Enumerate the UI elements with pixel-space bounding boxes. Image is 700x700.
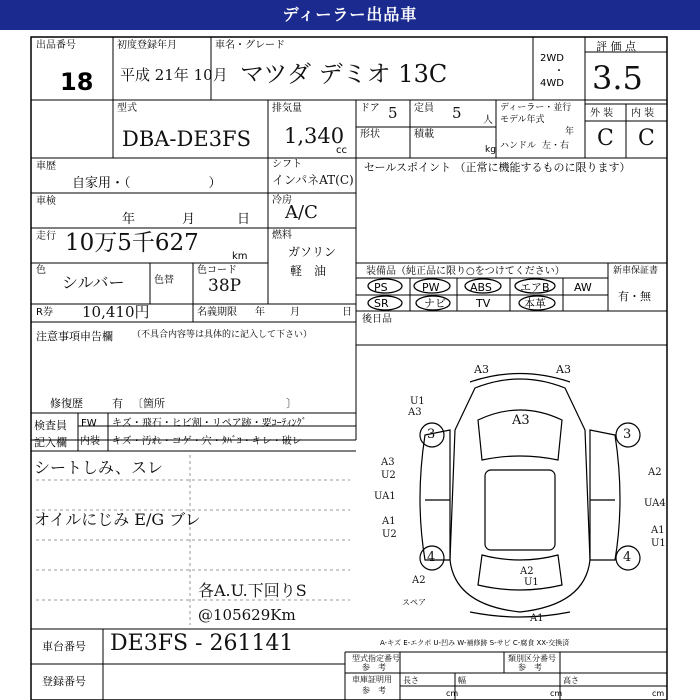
equip-ps[interactable]: PS [374,281,388,294]
first-reg-value: 平成 21年 10月 [120,66,228,84]
dim-length-unit: cm [446,689,459,698]
equip-abs[interactable]: ABS [470,281,492,294]
dim-width-label: 幅 [458,676,466,685]
class-no-label: 類別区分番号 [508,654,556,663]
load-label: 積載 [414,129,434,140]
inspection-month: 月 [182,212,196,227]
damage-legend: A-キズ E-エクボ U-凹み W-補修跡 S-サビ C-腐食 XX-交換済 [380,639,570,647]
name-expiry-year: 年 [255,307,265,318]
exterior-label: 外 装 [590,108,614,119]
notes-hint: （不具合内容等は具体的に記入して下さい） [132,330,313,340]
handle-value: 左・右 [542,141,570,151]
vehicle-cert-label: 車庫証明用 [352,675,392,684]
displacement-unit: cc [336,145,347,156]
registration-label: 登録番号 [42,675,86,688]
mileage-value: 10万5千627 [65,230,199,256]
lot-number-label: 出品番号 [36,40,76,51]
note-line-2: オイルにじみ E/G ブレ [34,510,201,529]
type-cert-sub: 参 考 [362,663,386,672]
drive-dot: ・ [554,66,564,77]
note-line-4: @105629Km [198,606,296,624]
mileage-unit: km [232,251,248,262]
equip-sr[interactable]: SR [374,297,389,310]
fw-label: FW [81,418,97,429]
interior-grade: C [638,126,655,151]
mark-a3-1: A3 [474,363,489,376]
mark-a1-3: A1 [530,613,544,624]
recycle-value: 10,410円 [82,303,150,321]
repair-value: 有 [112,397,123,410]
mark-a3-5: A3 [381,457,395,468]
inspection-day: 日 [237,212,251,227]
mark-a3-2: A3 [556,363,571,376]
displacement-value: 1,340 [284,124,345,148]
color-change-label: 色替 [154,275,174,286]
note-line-1: シートしみ、スレ [34,458,163,477]
dim-height-label: 高さ [563,676,579,685]
history-value: 自家用・（ ） [72,176,222,191]
chassis-value: DE3FS - 261141 [110,631,294,656]
color-label: 色 [36,265,46,276]
drive-2wd: 2WD [540,53,564,64]
mileage-label: 走行 [36,231,56,242]
history-label: 車歴 [36,161,56,172]
mark-a2-2: A2 [520,566,534,577]
capacity-unit: 人 [483,115,493,126]
inspector-label: 検査員 [34,419,67,432]
mark-u2-1: U2 [381,470,396,481]
load-unit: kg [485,145,496,155]
repair-place: 〔箇所 〕 [132,397,297,410]
wheel-rear-left: 4 [427,550,436,565]
name-expiry-month: 月 [290,307,300,318]
chassis-label: 車台番号 [42,640,86,653]
vehicle-cert-sub: 参 考 [362,686,386,695]
car-name-label: 車名・グレード [215,40,285,51]
warranty-label: 新車保証書 [613,266,659,276]
notes-label: 注意事項申告欄 [36,330,113,343]
wheel-rear-right: 4 [623,550,632,565]
ac-label: 冷房 [272,195,292,206]
doors-label: ドア [360,103,380,114]
mark-ua4: UA4 [644,498,666,509]
grade-value: 3.5 [592,59,643,97]
repair-label: 修復歴 [50,397,83,410]
shape-label: 形状 [360,129,380,140]
class-no-sub: 参 考 [518,663,542,672]
model-type-label: 型式 [117,103,137,114]
later-items-label: 後日品 [362,314,392,325]
equip-aw[interactable]: AW [574,281,592,294]
lot-number-value: 18 [60,68,94,96]
fw-items: キズ・飛石・ヒビ割・リペア跡・要ｺｰﾃｨﾝｸﾞ [112,418,307,429]
grade-label: 評 価 点 [596,40,636,53]
dealer-banner: ディーラー出品車 [0,0,700,30]
dealer-label: ディーラー・並行 [500,103,572,113]
mark-ua1: UA1 [374,491,396,502]
mark-a1-1: A1 [382,516,396,527]
mark-u2-2: U2 [382,529,397,540]
spare-label: スペア [402,598,426,607]
interior-check-label: 内装 [80,436,100,447]
inspection-label: 車検 [36,196,56,207]
fuel-oil: 軽 油 [290,264,327,278]
interior-label: 内 装 [631,108,655,119]
mark-a2-3: A2 [412,575,426,586]
wheel-front-left: 3 [427,427,436,442]
mark-u1-1: U1 [410,396,425,407]
note-line-3: 各A.U.下回りS [198,581,307,600]
name-expiry-day: 日 [342,307,352,318]
doors-value: 5 [388,104,398,122]
equip-tv[interactable]: TV [476,297,491,310]
drive-4wd: 4WD [540,78,564,89]
capacity-value: 5 [452,104,462,122]
wheel-front-right: 3 [623,427,632,442]
recycle-label: R券 [36,307,53,318]
dim-length-label: 長さ [403,676,419,685]
equipment-circles [356,278,608,311]
shift-label: シフト [272,159,302,170]
first-reg-label: 初度登録年月 [117,40,177,51]
equip-pw[interactable]: PW [422,281,440,294]
color-value: シルバー [62,273,125,292]
exterior-grade: C [597,126,614,151]
shift-value: インパネAT(C) [272,173,354,187]
interior-check-items: キズ・汚れ・コゲ・穴・ﾀﾊﾞｺ・キレ・破レ [112,436,302,447]
model-year-label: モデル年式 [500,115,545,125]
displacement-label: 排気量 [272,103,302,114]
equip-airbag[interactable]: エアB [520,281,550,294]
mark-u1-2: U1 [651,538,666,549]
equip-leather[interactable]: 本革 [524,297,546,310]
dim-height-unit: cm [652,689,665,698]
mark-a3-4: A3 [512,413,530,428]
type-cert-label: 型式指定番号 [352,654,400,663]
inspection-year: 年 [122,212,136,227]
sales-point-label: セールスポイント （正常に機能するものに限ります） [364,161,631,174]
mark-a1-2: A1 [651,525,665,536]
fuel-label: 燃料 [272,230,292,241]
handle-label: ハンドル [500,141,537,151]
entry-label: 記入欄 [34,436,67,449]
warranty-value: 有・無 [618,290,651,303]
equip-navi[interactable]: ナビ [424,297,446,310]
name-expiry-label: 名義期限 [197,307,237,318]
dim-width-unit: cm [550,689,563,698]
ac-value: A/C [285,202,318,223]
equipment-label: 装備品（純正品に限り○をつけてください） [366,266,565,277]
color-code-label: 色コード [197,265,237,276]
color-code-value: 38P [208,276,242,296]
mark-a3-3: A3 [408,407,422,418]
model-type-value: DBA-DE3FS [122,127,252,151]
fuel-gas: ガソリン [288,245,337,259]
model-year-unit: 年 [565,127,575,137]
mark-a2-1: A2 [648,467,662,478]
car-name-value: マツダ デミオ 13C [240,60,448,88]
mark-u1-3: U1 [524,577,539,588]
capacity-label: 定員 [414,103,434,114]
